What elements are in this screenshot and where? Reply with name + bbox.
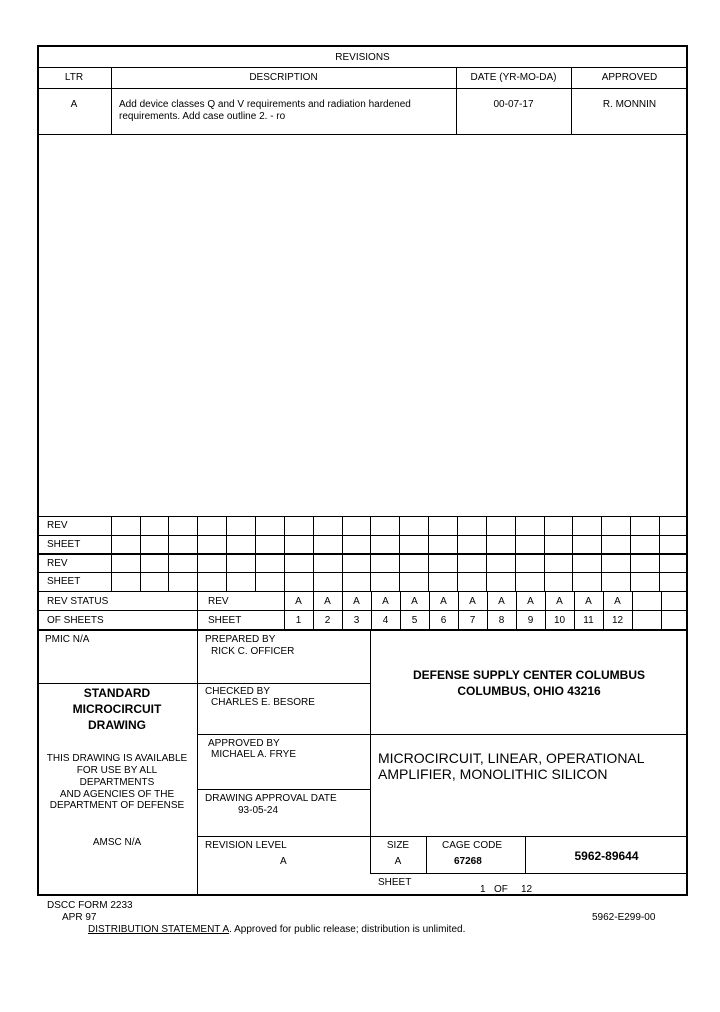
cage-label: CAGE CODE — [442, 840, 503, 851]
rev-status-sheet: 9 — [527, 615, 534, 626]
divider — [630, 516, 631, 591]
distribution-label: DISTRIBUTION STATEMENT A — [88, 924, 230, 935]
revision-description-line2: requirements. Add case outline 2. - ro — [119, 111, 286, 122]
rev-row-label: REV — [47, 558, 68, 569]
rev-status-rev: A — [353, 596, 360, 607]
size-label: SIZE — [386, 840, 410, 851]
rev-row-label: REV — [47, 520, 68, 531]
pmic: PMIC N/A — [45, 634, 90, 645]
divider — [486, 516, 487, 591]
title-line2: AMPLIFIER, MONOLITHIC SILICON — [378, 766, 608, 782]
divider — [37, 88, 688, 89]
divider — [197, 836, 688, 837]
availability-line4: AND AGENCIES OF THE — [59, 789, 175, 800]
availability-line3: DEPARTMENTS — [79, 777, 155, 788]
divider — [37, 591, 688, 592]
rev-status-rev: A — [498, 596, 505, 607]
approval-date-label: DRAWING APPROVAL DATE — [205, 793, 337, 804]
divider — [140, 516, 141, 591]
rev-status-rev: A — [469, 596, 476, 607]
divider — [601, 516, 602, 591]
sheet-label: SHEET — [208, 615, 242, 626]
checked-name: CHARLES E. BESORE — [211, 697, 315, 708]
divider — [399, 516, 400, 591]
rev-label: REV — [208, 596, 229, 607]
sheet-number: 1 — [480, 884, 486, 895]
divider — [168, 516, 169, 591]
amsc: AMSC N/A — [92, 837, 142, 848]
approved-by-label: APPROVED BY — [208, 738, 280, 749]
rev-status-rev: A — [527, 596, 534, 607]
rev-status-sheet: 1 — [295, 615, 302, 626]
divider — [37, 134, 688, 135]
divider — [37, 629, 688, 631]
prepared-label: PREPARED BY — [205, 634, 276, 645]
rev-status-rev: A — [556, 596, 563, 607]
divider — [37, 516, 688, 517]
divider — [197, 734, 370, 735]
size-value: A — [394, 856, 402, 867]
divider — [428, 516, 429, 591]
divider — [342, 516, 343, 591]
cage-value: 67268 — [454, 856, 482, 867]
checked-label: CHECKED BY — [205, 686, 271, 697]
sheet-row-label: SHEET — [47, 576, 81, 587]
sheet-total: 12 — [521, 884, 533, 895]
divider — [661, 591, 662, 629]
rev-status-label: REV STATUS — [47, 596, 109, 607]
rev-status-rev: A — [585, 596, 592, 607]
divider — [284, 516, 285, 591]
availability-line5: DEPARTMENT OF DEFENSE — [49, 800, 185, 811]
standard-line1: STANDARD — [83, 686, 151, 700]
divider — [313, 516, 314, 591]
divider — [37, 535, 688, 536]
rev-status-rev: A — [295, 596, 302, 607]
prepared-name: RICK C. OFFICER — [211, 646, 295, 657]
rev-status-sheet: 2 — [324, 615, 331, 626]
divider — [370, 873, 688, 874]
rev-status-rev: A — [440, 596, 447, 607]
rev-status-rev: A — [614, 596, 621, 607]
revision-ltr: A — [70, 99, 78, 110]
standard-line3: DRAWING — [88, 718, 146, 732]
agency-line2: COLUMBUS, OHIO 43216 — [457, 684, 601, 698]
divider — [37, 553, 688, 555]
divider — [255, 516, 256, 591]
footer-code: 5962-E299-00 — [592, 912, 656, 923]
revision-description-line1: Add device classes Q and V requirements and radiation hardened — [119, 99, 411, 110]
divider — [197, 591, 198, 629]
rev-status-sheet: 6 — [440, 615, 447, 626]
divider — [226, 516, 227, 591]
header-description: DESCRIPTION — [249, 72, 318, 83]
header-ltr: LTR — [64, 72, 84, 83]
divider — [426, 836, 427, 873]
header-date: DATE (YR-MO-DA) — [470, 72, 557, 83]
divider — [659, 516, 660, 591]
rev-status-sheet: 12 — [611, 615, 624, 626]
revision-level-value: A — [280, 856, 287, 867]
divider — [197, 629, 198, 896]
rev-status-sheet: 4 — [382, 615, 389, 626]
revision-level-label: REVISION LEVEL — [205, 840, 287, 851]
divider — [370, 516, 371, 591]
divider — [197, 789, 370, 790]
rev-status-rev: A — [324, 596, 331, 607]
divider — [370, 734, 688, 735]
divider — [111, 516, 112, 591]
divider — [37, 67, 688, 68]
sheet-row-label: SHEET — [47, 539, 81, 550]
rev-status-sheet: 11 — [583, 615, 594, 626]
rev-status-sheet: 8 — [498, 615, 505, 626]
footer-distribution — [88, 924, 465, 936]
rev-status-sheet: 7 — [469, 615, 476, 626]
rev-status-rev: A — [382, 596, 389, 607]
divider — [457, 516, 458, 591]
of-sheets-label: OF SHEETS — [47, 615, 104, 626]
divider — [37, 610, 688, 611]
sheet-of: OF — [494, 884, 508, 895]
standard-line2: MICROCIRCUIT — [72, 702, 162, 716]
title-line1: MICROCIRCUIT, LINEAR, OPERATIONAL — [378, 750, 645, 766]
divider — [37, 572, 688, 573]
revisions-title: REVISIONS — [335, 52, 390, 63]
rev-status-sheet: 10 — [553, 615, 566, 626]
divider — [572, 516, 573, 591]
distribution-text: . Approved for public release; distribution is unlimited. — [229, 924, 466, 935]
approved-by-name: MICHAEL A. FRYE — [211, 749, 297, 760]
divider — [632, 591, 633, 629]
availability-line2: FOR USE BY ALL — [76, 765, 158, 776]
divider — [197, 516, 198, 591]
revision-date: 00-07-17 — [493, 99, 534, 110]
rev-status-sheet: 3 — [353, 615, 360, 626]
divider — [37, 683, 197, 684]
availability-line1: THIS DRAWING IS AVAILABLE — [46, 753, 188, 764]
sheet-label-title: SHEET — [378, 877, 412, 888]
agency-line1: DEFENSE SUPPLY CENTER COLUMBUS — [412, 668, 646, 682]
footer-form: DSCC FORM 2233 — [47, 900, 133, 911]
revision-approved: R. MONNIN — [602, 99, 657, 110]
divider — [544, 516, 545, 591]
drawing-number: 5962-89644 — [574, 849, 639, 863]
approval-date-value: 93-05-24 — [238, 805, 279, 816]
rev-status-sheet: 5 — [411, 615, 418, 626]
header-approved: APPROVED — [601, 72, 658, 83]
footer-date: APR 97 — [62, 912, 97, 923]
divider — [197, 683, 370, 684]
rev-status-rev: A — [411, 596, 418, 607]
divider — [515, 516, 516, 591]
